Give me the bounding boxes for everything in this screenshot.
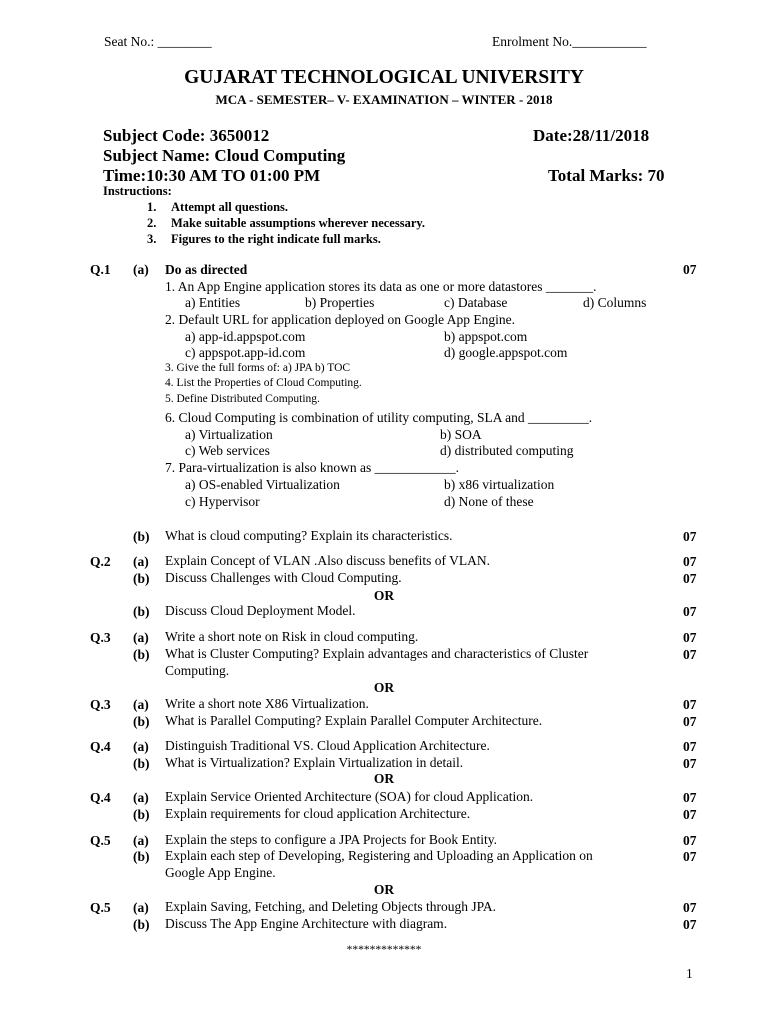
question-number: Q.3 bbox=[90, 697, 111, 712]
question-text: Discuss Challenges with Cloud Computing. bbox=[165, 570, 402, 585]
question-part: (b) bbox=[133, 604, 150, 619]
question-text-continued: Computing. bbox=[165, 663, 230, 678]
question-marks: 07 bbox=[683, 571, 697, 586]
question-part: (b) bbox=[133, 807, 150, 822]
mcq-option: d) None of these bbox=[444, 494, 534, 509]
question-text: Explain each step of Developing, Registering and Uploading an Application on bbox=[165, 848, 593, 863]
mcq-question: 2. Default URL for application deployed on Google App Engine. bbox=[165, 312, 516, 327]
mcq-option: b) Properties bbox=[305, 295, 375, 310]
university-title: GUJARAT TECHNOLOGICAL UNIVERSITY bbox=[184, 67, 584, 88]
question-text: What is Parallel Computing? Explain Parallel Computer Architecture. bbox=[165, 713, 543, 728]
question-part: (b) bbox=[133, 714, 150, 729]
exam-title: MCA - SEMESTER– V- EXAMINATION – WINTER - 2018 bbox=[215, 92, 553, 107]
mcq-option: c) Web services bbox=[185, 443, 270, 458]
short-question: 3. Give the full forms of: a) JPA b) TOC bbox=[165, 362, 351, 374]
mcq-question: 6. Cloud Computing is combination of utility computing, SLA and _________. bbox=[165, 410, 593, 425]
question-part: (b) bbox=[133, 529, 150, 544]
question-part: (a) bbox=[133, 790, 149, 805]
question-text: Explain requirements for cloud application Architecture. bbox=[165, 806, 471, 821]
question-marks: 07 bbox=[683, 807, 697, 822]
question-marks: 07 bbox=[683, 849, 697, 864]
question-text: Write a short note X86 Virtualization. bbox=[165, 696, 369, 711]
question-marks: 07 bbox=[683, 529, 697, 544]
or-separator: OR bbox=[373, 771, 395, 786]
question-text: Discuss Cloud Deployment Model. bbox=[165, 603, 356, 618]
short-question: 5. Define Distributed Computing. bbox=[165, 393, 320, 405]
instruction-number: 3. bbox=[147, 232, 157, 246]
question-part: (a) bbox=[133, 554, 149, 569]
instruction-text: Make suitable assumptions wherever necessary. bbox=[171, 216, 426, 230]
mcq-question: 7. Para-virtualization is also known as ____________. bbox=[165, 460, 459, 475]
exam-date: Date:28/11/2018 bbox=[533, 126, 650, 145]
question-marks: 07 bbox=[683, 714, 697, 729]
question-part: (a) bbox=[133, 697, 149, 712]
question-number: Q.2 bbox=[90, 554, 111, 569]
question-part: (b) bbox=[133, 849, 150, 864]
mcq-option: c) Database bbox=[444, 295, 508, 310]
question-heading: Do as directed bbox=[165, 262, 248, 277]
question-marks: 07 bbox=[683, 756, 697, 771]
question-text: Explain Service Oriented Architecture (SOA) for cloud Application. bbox=[165, 789, 534, 804]
page-number: 1 bbox=[686, 966, 693, 981]
question-part: (a) bbox=[133, 739, 149, 754]
mcq-option: a) Entities bbox=[185, 295, 241, 310]
instructions-title: Instructions: bbox=[103, 184, 172, 198]
question-number: Q.1 bbox=[90, 262, 111, 277]
or-separator: OR bbox=[373, 680, 395, 695]
question-text: What is Cluster Computing? Explain advantages and characteristics of Cluster bbox=[165, 646, 589, 661]
question-marks: 07 bbox=[683, 739, 697, 754]
end-marker: ************* bbox=[346, 944, 422, 956]
question-marks: 07 bbox=[683, 604, 697, 619]
question-number: Q.5 bbox=[90, 900, 111, 915]
question-number: Q.3 bbox=[90, 630, 111, 645]
mcq-option: b) SOA bbox=[440, 427, 482, 442]
question-number: Q.5 bbox=[90, 833, 111, 848]
mcq-option: c) appspot.app-id.com bbox=[185, 345, 306, 360]
mcq-option: a) app-id.appspot.com bbox=[185, 329, 306, 344]
instruction-number: 1. bbox=[147, 200, 157, 214]
question-part: (a) bbox=[133, 833, 149, 848]
question-marks: 07 bbox=[683, 647, 697, 662]
question-marks: 07 bbox=[683, 697, 697, 712]
instruction-text: Attempt all questions. bbox=[171, 200, 289, 214]
or-separator: OR bbox=[373, 882, 395, 897]
question-marks: 07 bbox=[683, 900, 697, 915]
question-text-continued: Google App Engine. bbox=[165, 865, 276, 880]
question-text: Explain the steps to configure a JPA Projects for Book Entity. bbox=[165, 832, 497, 847]
question-marks: 07 bbox=[683, 554, 697, 569]
question-part: (b) bbox=[133, 917, 150, 932]
question-text: Explain Saving, Fetching, and Deleting Objects through JPA. bbox=[165, 899, 496, 914]
question-marks: 07 bbox=[683, 917, 697, 932]
question-number: Q.4 bbox=[90, 739, 111, 754]
subject-code: Subject Code: 3650012 bbox=[103, 126, 270, 145]
mcq-question: 1. An App Engine application stores its data as one or more datastores _______. bbox=[165, 279, 597, 294]
question-part: (b) bbox=[133, 647, 150, 662]
question-part: (a) bbox=[133, 630, 149, 645]
instruction-text: Figures to the right indicate full marks. bbox=[171, 232, 381, 246]
question-text: What is Virtualization? Explain Virtualization in detail. bbox=[165, 755, 464, 770]
question-text: Explain Concept of VLAN .Also discuss benefits of VLAN. bbox=[165, 553, 490, 568]
question-marks: 07 bbox=[683, 833, 697, 848]
question-part: (a) bbox=[133, 900, 149, 915]
question-text: Distinguish Traditional VS. Cloud Application Architecture. bbox=[165, 738, 490, 753]
mcq-option: a) OS-enabled Virtualization bbox=[185, 477, 340, 492]
short-question: 4. List the Properties of Cloud Computing. bbox=[165, 377, 362, 389]
question-text: What is cloud computing? Explain its characteristics. bbox=[165, 528, 453, 543]
mcq-option: d) distributed computing bbox=[440, 443, 574, 458]
mcq-option: b) x86 virtualization bbox=[444, 477, 555, 492]
mcq-option: c) Hypervisor bbox=[185, 494, 260, 509]
question-text: Discuss The App Engine Architecture with diagram. bbox=[165, 916, 448, 931]
question-number: Q.4 bbox=[90, 790, 111, 805]
question-marks: 07 bbox=[683, 630, 697, 645]
mcq-option: d) Columns bbox=[583, 295, 647, 310]
question-marks: 07 bbox=[683, 262, 697, 277]
question-part: (a) bbox=[133, 262, 149, 277]
total-marks: Total Marks: 70 bbox=[548, 166, 665, 185]
question-marks: 07 bbox=[683, 790, 697, 805]
or-separator: OR bbox=[373, 588, 395, 603]
mcq-option: a) Virtualization bbox=[185, 427, 273, 442]
question-part: (b) bbox=[133, 571, 150, 586]
mcq-option: d) google.appspot.com bbox=[444, 345, 568, 360]
exam-time: Time:10:30 AM TO 01:00 PM bbox=[103, 166, 321, 185]
seat-number-field: Seat No.: ________ bbox=[104, 34, 212, 49]
instruction-number: 2. bbox=[147, 216, 157, 230]
enrolment-number-field: Enrolment No.___________ bbox=[492, 34, 647, 49]
subject-name: Subject Name: Cloud Computing bbox=[103, 146, 346, 165]
question-text: Write a short note on Risk in cloud computing. bbox=[165, 629, 419, 644]
question-part: (b) bbox=[133, 756, 150, 771]
mcq-option: b) appspot.com bbox=[444, 329, 528, 344]
